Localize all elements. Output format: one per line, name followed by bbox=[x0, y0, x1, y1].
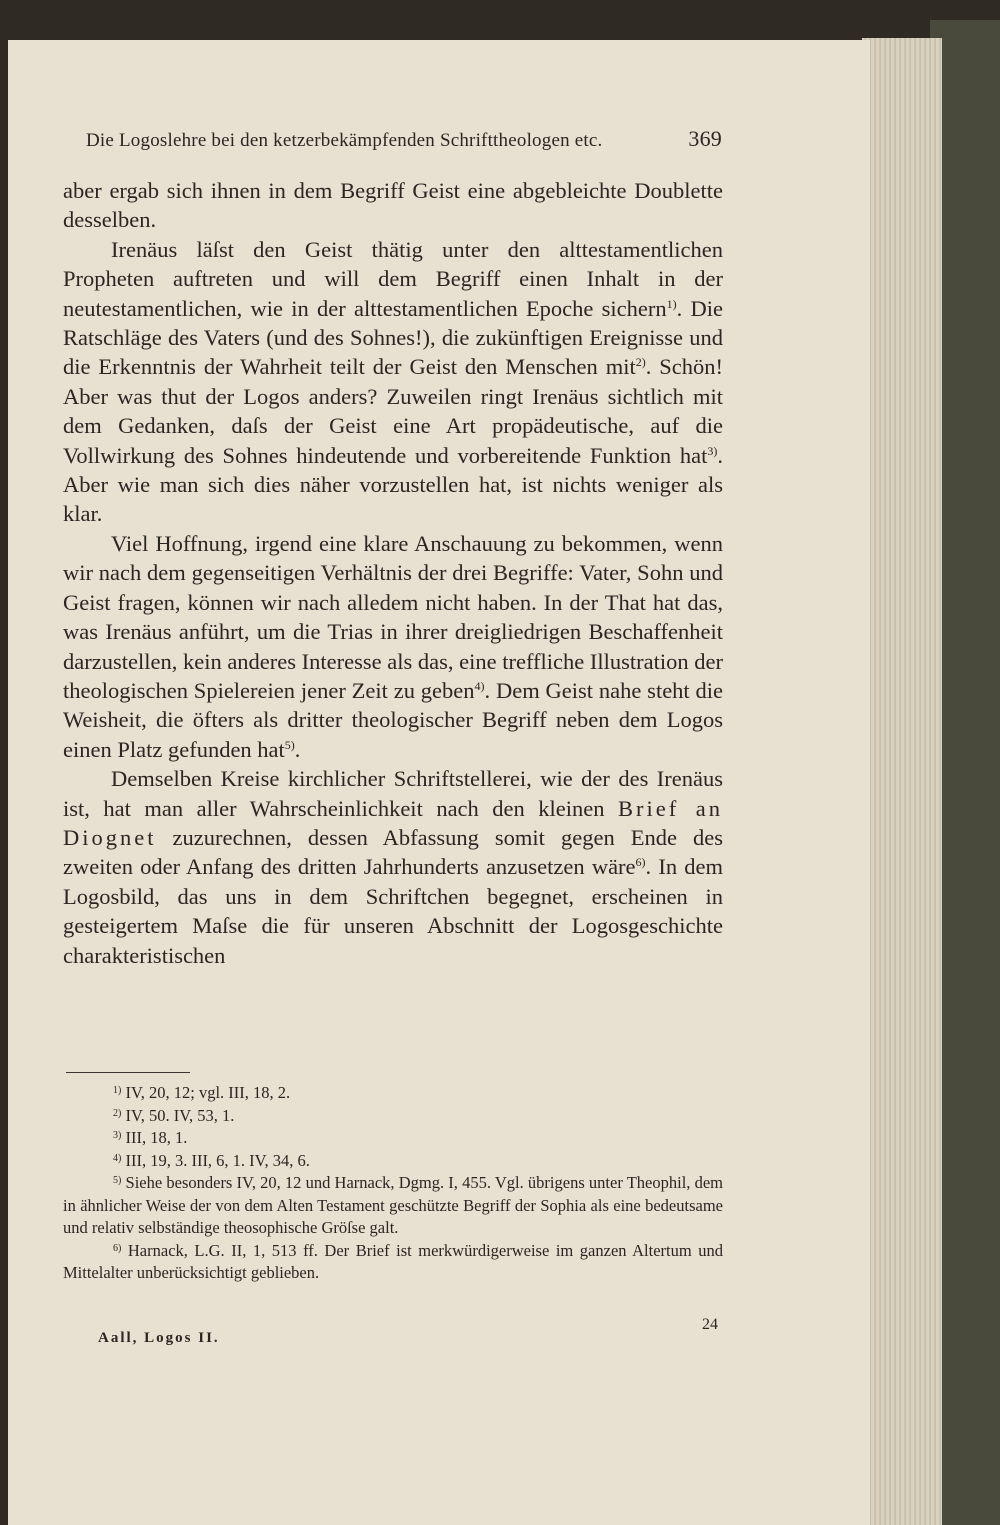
footnote-4: $^{4)}$ III, 19, 3. III, 6, 1. IV, 34, 6. bbox=[113, 1150, 310, 1170]
printer-signature bbox=[98, 1316, 718, 1347]
paragraph-3 bbox=[63, 529, 723, 764]
footnote-rule bbox=[66, 1072, 190, 1073]
text-span: zuzurechnen, dessen Abfassung somit gegen Ende des zweiten oder Anfang des dritten Jahrhunderts anzusetzen wäre bbox=[63, 824, 723, 880]
running-title: Die Logoslehre bei den ketzerbekämpfenden Schrifttheologen etc. bbox=[86, 130, 603, 151]
sheet-number: 24 bbox=[702, 1316, 718, 1333]
footnotes bbox=[63, 1082, 723, 1285]
running-header bbox=[86, 126, 722, 152]
text-span: . bbox=[294, 736, 301, 762]
paragraph-4 bbox=[63, 764, 723, 970]
footnote-5: $^{5)}$ Siehe besonders IV, 20, 12 und Harnack, Dgmg. I, 455. Vgl. übrigens unter Theophil, dem in ähnlicher Weise der von dem Alten Testament geschützte Begriff der Sophia als eine bedeutsame und relativ selbständige theosophische Gröſse galt. bbox=[63, 1173, 723, 1237]
text-span: Demselben Kreise kirchlicher Schriftstellerei, wie der des Irenäus ist, hat man aller Wahrscheinlichkeit nach den kleinen bbox=[63, 766, 723, 821]
footnote-1: $^{1)}$ IV, 20, 12; vgl. III, 18, 2. bbox=[113, 1083, 291, 1102]
footnote-ref-2: 2) bbox=[635, 355, 646, 370]
text-span: . Aber wie man sich dies näher vorzustellen hat, ist nichts weniger als klar. bbox=[63, 442, 723, 527]
footnote-3: $^{3)}$ III, 18, 1. bbox=[113, 1128, 188, 1147]
text-span: . In dem Logosbild, das uns in dem Schriftchen begegnet, erscheinen in gesteigertem Maſse die für unseren Abschnitt der Logosgeschichte charakteristischen bbox=[63, 854, 723, 968]
footnote-6: $^{6)}$ Harnack, L.G. II, 1, 513 ff. Der Brief ist merkwürdigerweise im ganzen Altertum und Mittelalter unberücksichtigt geblieben. bbox=[63, 1240, 723, 1282]
main-text bbox=[63, 176, 723, 970]
footnote-ref-5: 5) bbox=[284, 737, 295, 752]
text-span: . Die Ratschläge des Vaters (und des Sohnes!), die zukünftigen Ereignisse und die Erkenntnis der Wahrheit teilt der Geist den Menschen mit bbox=[63, 295, 723, 380]
footnote-2: $^{2)}$ IV, 50. IV, 53, 1. bbox=[113, 1105, 235, 1125]
footnote-ref-3: 3) bbox=[707, 443, 718, 458]
text-span: Viel Hoffnung, irgend eine klare Anschauung zu bekommen, wenn wir nach dem gegenseitigen Verhältnis der drei Begriffe: Vater, Sohn und Geist fragen, können wir nach alledem nicht haben. In der That hat das, was Irenäus anführt, um die Trias in ihrer dreigliedrigen Beschaffenheit darzustellen, kein anderes Interesse als das, eine treffliche Illustration der theologischen Spielereien jener Zeit zu geben bbox=[63, 530, 723, 703]
text-span: Irenäus läſst den Geist thätig unter den alttestamentlichen Propheten auftreten und will dem Begriff einen Inhalt in der neutestamentlichen, wie in der alttestamentlichen Epoche sichern bbox=[63, 236, 723, 321]
footnote-ref-6: 6) bbox=[635, 855, 646, 870]
footnote-ref-4: 4) bbox=[474, 678, 485, 693]
paragraph-1: aber ergab sich ihnen in dem Begriff Geist eine abgebleichte Doublette desselben. bbox=[63, 178, 723, 233]
book-page bbox=[8, 40, 870, 1525]
page-edges bbox=[862, 38, 942, 1525]
text-span: . Schön! Aber was thut der Logos anders? Zuweilen ringt Irenäus sichtlich mit dem Gedanken, daſs der Geist eine Art propädeutische, auf die Vollwirkung des Sohnes hindeutende und vorbereitende Funktion hat bbox=[63, 354, 723, 468]
page-number: 369 bbox=[688, 126, 722, 151]
paragraph-2 bbox=[63, 235, 723, 529]
spaced-title: Brief an Diognet bbox=[63, 795, 724, 850]
signature-mark: Aall, Logos II. bbox=[98, 1330, 220, 1346]
footnote-ref-1: 1) bbox=[666, 296, 677, 311]
text-span: . Dem Geist nahe steht die Weisheit, die öfters als dritter theologischer Begriff neben dem Logos einen Platz gefunden hat bbox=[63, 677, 723, 762]
